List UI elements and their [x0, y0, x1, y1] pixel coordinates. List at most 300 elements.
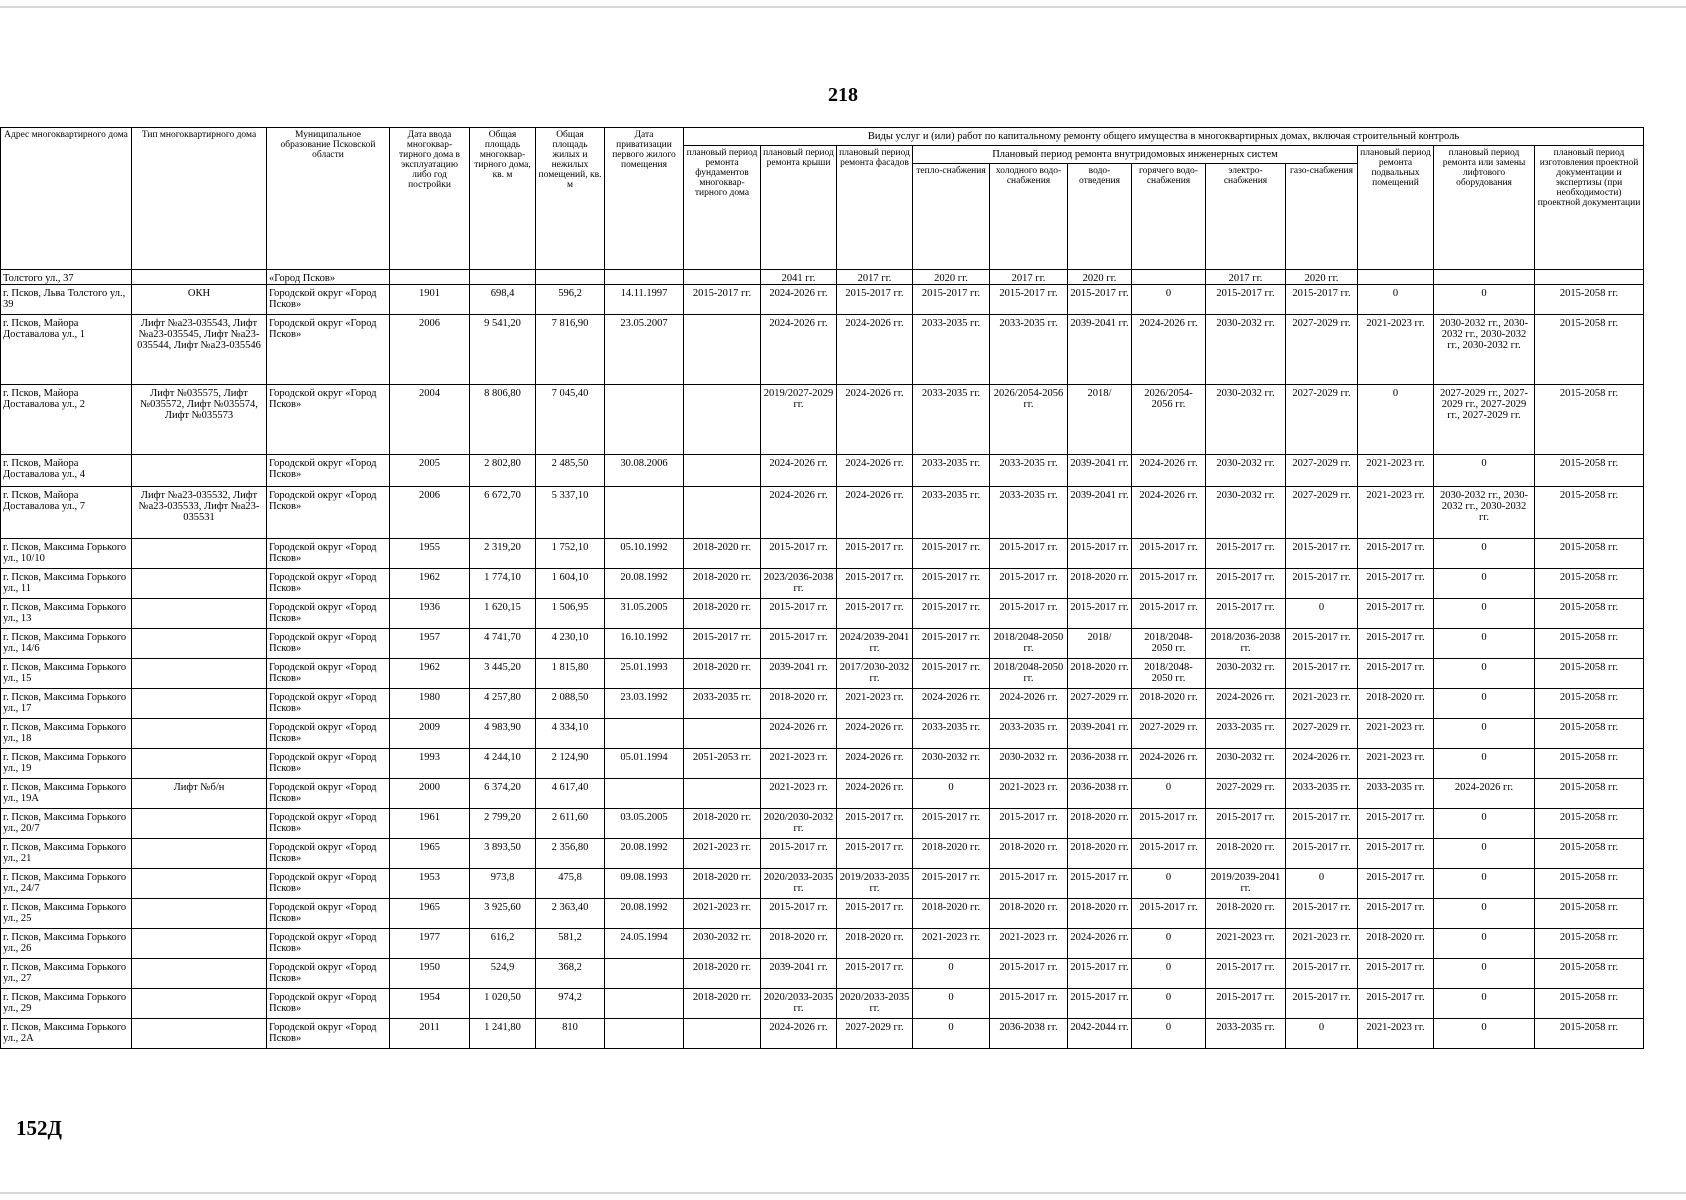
- cell-year: 1953: [390, 869, 470, 899]
- table-row: [1, 749, 1644, 779]
- cell-facade: 2024-2026 гг.: [837, 385, 913, 455]
- cell-lift: [1434, 270, 1535, 285]
- cell-design: 2015-2058 гг.: [1535, 779, 1644, 809]
- cell-lift: 0: [1434, 749, 1535, 779]
- header-address: Адрес многоквартирного дома: [1, 128, 132, 270]
- cell-electric: 2030-2032 гг.: [1206, 487, 1286, 539]
- cell-living-area: 2 611,60: [536, 809, 605, 839]
- cell-hot-water: 2015-2017 гг.: [1132, 569, 1206, 599]
- cell-total-area: 4 741,70: [470, 629, 536, 659]
- cell-year: 1901: [390, 285, 470, 315]
- cell-lift: 2030-2032 гг., 2030-2032 гг., 2030-2032 гг., 2030-2032 гг.: [1434, 315, 1535, 385]
- cell-privatization: 24.05.1994: [605, 929, 684, 959]
- cell-hot-water: 2015-2017 гг.: [1132, 839, 1206, 869]
- cell-year: 1936: [390, 599, 470, 629]
- cell-foundation: [684, 719, 761, 749]
- cell-design: 2015-2058 гг.: [1535, 487, 1644, 539]
- cell-heat: 2015-2017 гг.: [913, 629, 990, 659]
- cell-design: 2015-2058 гг.: [1535, 899, 1644, 929]
- cell-basement: 2015-2017 гг.: [1358, 569, 1434, 599]
- cell-foundation: 2033-2035 гг.: [684, 689, 761, 719]
- cell-roof: 2015-2017 гг.: [761, 599, 837, 629]
- cell-living-area: 2 356,80: [536, 839, 605, 869]
- cell-year: 2000: [390, 779, 470, 809]
- cell-living-area: 4 334,10: [536, 719, 605, 749]
- cell-basement: 2015-2017 гг.: [1358, 539, 1434, 569]
- cell-type: [132, 599, 267, 629]
- cell-basement: 2015-2017 гг.: [1358, 659, 1434, 689]
- cell-electric: 2018/2036-2038 гг.: [1206, 629, 1286, 659]
- cell-type: Лифт №035575, Лифт №035572, Лифт №035574, Лифт №035573: [132, 385, 267, 455]
- cell-foundation: 2018-2020 гг.: [684, 569, 761, 599]
- cell-foundation: [684, 385, 761, 455]
- table-row: [1, 869, 1644, 899]
- cell-basement: 2015-2017 гг.: [1358, 869, 1434, 899]
- table-row: [1, 779, 1644, 809]
- cell-municipality: Городской округ «Город Псков»: [267, 569, 390, 599]
- cell-living-area: [536, 270, 605, 285]
- cell-living-area: 1 604,10: [536, 569, 605, 599]
- cell-address: г. Псков, Максима Горького ул., 10/10: [1, 539, 132, 569]
- cell-gas: 2024-2026 гг.: [1286, 749, 1358, 779]
- cell-facade: 2019/2033-2035 гг.: [837, 869, 913, 899]
- cell-cold-water: 2015-2017 гг.: [990, 539, 1068, 569]
- cell-heat: 2033-2035 гг.: [913, 385, 990, 455]
- cell-privatization: [605, 779, 684, 809]
- cell-type: [132, 659, 267, 689]
- cell-privatization: 05.10.1992: [605, 539, 684, 569]
- cell-foundation: 2018-2020 гг.: [684, 869, 761, 899]
- cell-sewer: 2018-2020 гг.: [1068, 809, 1132, 839]
- cell-address: г. Псков, Максима Горького ул., 27: [1, 959, 132, 989]
- cell-address: г. Псков, Максима Горького ул., 13: [1, 599, 132, 629]
- cell-type: [132, 959, 267, 989]
- cell-sewer: 2018/: [1068, 629, 1132, 659]
- cell-municipality: Городской округ «Город Псков»: [267, 315, 390, 385]
- header-electric: электро-снабжения: [1206, 164, 1286, 270]
- cell-foundation: 2015-2017 гг.: [684, 285, 761, 315]
- cell-basement: [1358, 270, 1434, 285]
- header-cold-water: холодного водо-снабжения: [990, 164, 1068, 270]
- table-row: [1, 539, 1644, 569]
- cell-gas: 2015-2017 гг.: [1286, 659, 1358, 689]
- cell-sewer: 2018-2020 гг.: [1068, 899, 1132, 929]
- cell-hot-water: 2018/2048-2050 гг.: [1132, 659, 1206, 689]
- cell-electric: 2030-2032 гг.: [1206, 659, 1286, 689]
- cell-sewer: 2024-2026 гг.: [1068, 929, 1132, 959]
- cell-year: 1980: [390, 689, 470, 719]
- cell-foundation: 2015-2017 гг.: [684, 629, 761, 659]
- cell-address: г. Псков, Максима Горького ул., 14/6: [1, 629, 132, 659]
- table-row: [1, 599, 1644, 629]
- cell-basement: 2015-2017 гг.: [1358, 839, 1434, 869]
- cell-year: 1962: [390, 659, 470, 689]
- header-type: Тип многоквартирного дома: [132, 128, 267, 270]
- header-facade: плановый период ремонта фасадов: [837, 146, 913, 270]
- cell-address: г. Псков, Максима Горького ул., 19: [1, 749, 132, 779]
- cell-gas: 2021-2023 гг.: [1286, 929, 1358, 959]
- cell-living-area: 974,2: [536, 989, 605, 1019]
- cell-address: г. Псков, Максима Горького ул., 21: [1, 839, 132, 869]
- cell-design: 2015-2058 гг.: [1535, 315, 1644, 385]
- cell-privatization: [605, 989, 684, 1019]
- cell-basement: 2021-2023 гг.: [1358, 749, 1434, 779]
- cell-foundation: 2021-2023 гг.: [684, 899, 761, 929]
- cell-year: 1950: [390, 959, 470, 989]
- header-roof: плановый период ремонта крыши: [761, 146, 837, 270]
- cell-hot-water: 0: [1132, 929, 1206, 959]
- header-hot-water: горячего водо-снабжения: [1132, 164, 1206, 270]
- cell-lift: 0: [1434, 659, 1535, 689]
- cell-roof: 2024-2026 гг.: [761, 315, 837, 385]
- cell-sewer: 2015-2017 гг.: [1068, 869, 1132, 899]
- cell-roof: 2024-2026 гг.: [761, 719, 837, 749]
- cell-gas: 2020 гг.: [1286, 270, 1358, 285]
- cell-design: 2015-2058 гг.: [1535, 929, 1644, 959]
- cell-basement: 2015-2017 гг.: [1358, 959, 1434, 989]
- cell-hot-water: 2024-2026 гг.: [1132, 455, 1206, 487]
- cell-total-area: 6 374,20: [470, 779, 536, 809]
- cell-privatization: [605, 959, 684, 989]
- cell-year: 1962: [390, 569, 470, 599]
- cell-sewer: 2018/: [1068, 385, 1132, 455]
- cell-cold-water: 2015-2017 гг.: [990, 809, 1068, 839]
- cell-municipality: Городской округ «Город Псков»: [267, 929, 390, 959]
- cell-municipality: Городской округ «Город Псков»: [267, 899, 390, 929]
- cell-cold-water: 2015-2017 гг.: [990, 959, 1068, 989]
- cell-roof: 2015-2017 гг.: [761, 899, 837, 929]
- table-row: [1, 569, 1644, 599]
- cell-design: 2015-2058 гг.: [1535, 569, 1644, 599]
- cell-facade: 2024-2026 гг.: [837, 487, 913, 539]
- cell-basement: 2021-2023 гг.: [1358, 315, 1434, 385]
- header-living-area: Общая площадь жилых и нежилых помещений, кв. м: [536, 128, 605, 270]
- cell-address: г. Псков, Максима Горького ул., 26: [1, 929, 132, 959]
- cell-type: Лифт №а23-035543, Лифт №а23-035545, Лифт №а23-035544, Лифт №а23-035546: [132, 315, 267, 385]
- cell-roof: 2015-2017 гг.: [761, 629, 837, 659]
- header-design: плановый период изготовления проектной документации и экспертизы (при необходимости) проектной документации: [1535, 146, 1644, 270]
- cell-gas: 2027-2029 гг.: [1286, 385, 1358, 455]
- cell-basement: 0: [1358, 385, 1434, 455]
- cell-sewer: 2039-2041 гг.: [1068, 719, 1132, 749]
- cell-gas: 2015-2017 гг.: [1286, 959, 1358, 989]
- cell-year: 2004: [390, 385, 470, 455]
- cell-privatization: [605, 270, 684, 285]
- cell-design: 2015-2058 гг.: [1535, 285, 1644, 315]
- cell-municipality: Городской округ «Город Псков»: [267, 599, 390, 629]
- cell-living-area: 368,2: [536, 959, 605, 989]
- cell-roof: 2023/2036-2038 гг.: [761, 569, 837, 599]
- cell-foundation: [684, 1019, 761, 1049]
- cell-basement: 2015-2017 гг.: [1358, 629, 1434, 659]
- cell-heat: 2015-2017 гг.: [913, 569, 990, 599]
- cell-roof: 2015-2017 гг.: [761, 839, 837, 869]
- cell-gas: 2015-2017 гг.: [1286, 629, 1358, 659]
- cell-basement: 2018-2020 гг.: [1358, 929, 1434, 959]
- cell-basement: 0: [1358, 285, 1434, 315]
- cell-gas: 0: [1286, 869, 1358, 899]
- cell-facade: 2017/2030-2032 гг.: [837, 659, 913, 689]
- cell-cold-water: 2017 гг.: [990, 270, 1068, 285]
- cell-living-area: 5 337,10: [536, 487, 605, 539]
- cell-heat: 2033-2035 гг.: [913, 719, 990, 749]
- cell-roof: 2018-2020 гг.: [761, 929, 837, 959]
- cell-hot-water: 0: [1132, 285, 1206, 315]
- cell-cold-water: 2015-2017 гг.: [990, 569, 1068, 599]
- capital-repair-table: [0, 127, 1644, 1049]
- cell-foundation: [684, 270, 761, 285]
- table-row: [1, 989, 1644, 1019]
- table-row: [1, 285, 1644, 315]
- cell-living-area: 581,2: [536, 929, 605, 959]
- cell-roof: 2021-2023 гг.: [761, 749, 837, 779]
- cell-gas: 2027-2029 гг.: [1286, 719, 1358, 749]
- cell-living-area: 2 124,90: [536, 749, 605, 779]
- cell-lift: 0: [1434, 599, 1535, 629]
- header-foundation: плановый период ремонта фундаментов многоквар-тирного дома: [684, 146, 761, 270]
- cell-foundation: 2018-2020 гг.: [684, 809, 761, 839]
- cell-total-area: 616,2: [470, 929, 536, 959]
- cell-electric: 2033-2035 гг.: [1206, 1019, 1286, 1049]
- cell-sewer: 2015-2017 гг.: [1068, 959, 1132, 989]
- cell-electric: 2027-2029 гг.: [1206, 779, 1286, 809]
- cell-lift: 0: [1434, 1019, 1535, 1049]
- cell-design: 2015-2058 гг.: [1535, 989, 1644, 1019]
- cell-municipality: Городской округ «Город Псков»: [267, 487, 390, 539]
- cell-total-area: 9 541,20: [470, 315, 536, 385]
- cell-type: [132, 689, 267, 719]
- cell-hot-water: [1132, 270, 1206, 285]
- cell-year: [390, 270, 470, 285]
- scan-edge-bottom: [0, 1192, 1686, 1194]
- cell-year: 1955: [390, 539, 470, 569]
- cell-privatization: 31.05.2005: [605, 599, 684, 629]
- cell-total-area: 2 802,80: [470, 455, 536, 487]
- cell-address: г. Псков, Льва Толстого ул., 39: [1, 285, 132, 315]
- cell-type: [132, 809, 267, 839]
- header-sewer: водо-отведения: [1068, 164, 1132, 270]
- cell-hot-water: 2024-2026 гг.: [1132, 315, 1206, 385]
- cell-hot-water: 2026/2054-2056 гг.: [1132, 385, 1206, 455]
- cell-hot-water: 2015-2017 гг.: [1132, 899, 1206, 929]
- cell-design: 2015-2058 гг.: [1535, 869, 1644, 899]
- header-year: Дата ввода многоквар-тирного дома в эксплуатацию либо год постройки: [390, 128, 470, 270]
- cell-living-area: 1 506,95: [536, 599, 605, 629]
- cell-lift: 0: [1434, 539, 1535, 569]
- header-municipality: Муниципальное образование Псковской области: [267, 128, 390, 270]
- cell-cold-water: 2033-2035 гг.: [990, 315, 1068, 385]
- cell-foundation: 2051-2053 гг.: [684, 749, 761, 779]
- cell-living-area: 2 363,40: [536, 899, 605, 929]
- cell-living-area: 4 230,10: [536, 629, 605, 659]
- cell-type: [132, 899, 267, 929]
- cell-type: [132, 539, 267, 569]
- cell-sewer: 2042-2044 гг.: [1068, 1019, 1132, 1049]
- cell-hot-water: 2018/2048-2050 гг.: [1132, 629, 1206, 659]
- cell-electric: 2015-2017 гг.: [1206, 989, 1286, 1019]
- table-row: [1, 270, 1644, 285]
- cell-hot-water: 0: [1132, 779, 1206, 809]
- cell-basement: 2015-2017 гг.: [1358, 899, 1434, 929]
- cell-roof: 2018-2020 гг.: [761, 689, 837, 719]
- cell-total-area: [470, 270, 536, 285]
- cell-electric: 2018-2020 гг.: [1206, 839, 1286, 869]
- table-row: [1, 689, 1644, 719]
- cell-sewer: 2018-2020 гг.: [1068, 839, 1132, 869]
- cell-living-area: 475,8: [536, 869, 605, 899]
- cell-type: [132, 1019, 267, 1049]
- cell-hot-water: 2024-2026 гг.: [1132, 749, 1206, 779]
- cell-roof: 2015-2017 гг.: [761, 539, 837, 569]
- cell-hot-water: 2015-2017 гг.: [1132, 599, 1206, 629]
- cell-foundation: 2018-2020 гг.: [684, 599, 761, 629]
- cell-municipality: Городской округ «Город Псков»: [267, 779, 390, 809]
- cell-facade: 2015-2017 гг.: [837, 599, 913, 629]
- cell-lift: 2027-2029 гг., 2027-2029 гг., 2027-2029 гг., 2027-2029 гг.: [1434, 385, 1535, 455]
- cell-year: 2006: [390, 315, 470, 385]
- cell-roof: 2024-2026 гг.: [761, 1019, 837, 1049]
- cell-cold-water: 2033-2035 гг.: [990, 487, 1068, 539]
- cell-privatization: 14.11.1997: [605, 285, 684, 315]
- cell-total-area: 8 806,80: [470, 385, 536, 455]
- cell-gas: 2027-2029 гг.: [1286, 455, 1358, 487]
- cell-cold-water: 2024-2026 гг.: [990, 689, 1068, 719]
- cell-heat: 2015-2017 гг.: [913, 869, 990, 899]
- cell-total-area: 524,9: [470, 959, 536, 989]
- header-total-area: Общая площадь многоквар-тирного дома, кв. м: [470, 128, 536, 270]
- cell-facade: 2024-2026 гг.: [837, 719, 913, 749]
- cell-roof: 2020/2033-2035 гг.: [761, 869, 837, 899]
- cell-foundation: [684, 779, 761, 809]
- cell-year: 1957: [390, 629, 470, 659]
- cell-facade: 2015-2017 гг.: [837, 539, 913, 569]
- cell-facade: 2015-2017 гг.: [837, 959, 913, 989]
- cell-total-area: 4 257,80: [470, 689, 536, 719]
- cell-hot-water: 2015-2017 гг.: [1132, 539, 1206, 569]
- cell-electric: 2015-2017 гг.: [1206, 285, 1286, 315]
- table-row: [1, 899, 1644, 929]
- cell-design: 2015-2058 гг.: [1535, 455, 1644, 487]
- cell-lift: 0: [1434, 455, 1535, 487]
- cell-privatization: 25.01.1993: [605, 659, 684, 689]
- cell-privatization: 05.01.1994: [605, 749, 684, 779]
- cell-heat: 2018-2020 гг.: [913, 899, 990, 929]
- cell-lift: 2030-2032 гг., 2030-2032 гг., 2030-2032 гг.: [1434, 487, 1535, 539]
- cell-facade: 2017 гг.: [837, 270, 913, 285]
- cell-basement: 2021-2023 гг.: [1358, 455, 1434, 487]
- cell-roof: 2019/2027-2029 гг.: [761, 385, 837, 455]
- cell-heat: 2024-2026 гг.: [913, 689, 990, 719]
- cell-privatization: 20.08.1992: [605, 899, 684, 929]
- table-row: [1, 659, 1644, 689]
- cell-facade: 2015-2017 гг.: [837, 285, 913, 315]
- table-row: [1, 385, 1644, 455]
- cell-type: [132, 749, 267, 779]
- table-row: [1, 719, 1644, 749]
- cell-cold-water: 2015-2017 гг.: [990, 989, 1068, 1019]
- cell-electric: 2030-2032 гг.: [1206, 749, 1286, 779]
- table-row: [1, 959, 1644, 989]
- cell-type: [132, 929, 267, 959]
- cell-municipality: Городской округ «Город Псков»: [267, 989, 390, 1019]
- cell-cold-water: 2015-2017 гг.: [990, 869, 1068, 899]
- cell-gas: 2027-2029 гг.: [1286, 487, 1358, 539]
- cell-gas: 2015-2017 гг.: [1286, 899, 1358, 929]
- cell-lift: 0: [1434, 899, 1535, 929]
- cell-basement: 2015-2017 гг.: [1358, 809, 1434, 839]
- cell-privatization: [605, 487, 684, 539]
- cell-sewer: 2039-2041 гг.: [1068, 315, 1132, 385]
- cell-heat: 2021-2023 гг.: [913, 929, 990, 959]
- cell-gas: 2015-2017 гг.: [1286, 539, 1358, 569]
- cell-basement: 2018-2020 гг.: [1358, 689, 1434, 719]
- cell-lift: 0: [1434, 839, 1535, 869]
- cell-heat: 2020 гг.: [913, 270, 990, 285]
- cell-hot-water: 0: [1132, 989, 1206, 1019]
- cell-type: ОКН: [132, 285, 267, 315]
- header-lift: плановый период ремонта или замены лифтового оборудования: [1434, 146, 1535, 270]
- cell-basement: 2015-2017 гг.: [1358, 599, 1434, 629]
- cell-lift: 0: [1434, 689, 1535, 719]
- cell-privatization: 16.10.1992: [605, 629, 684, 659]
- cell-address: г. Псков, Максима Горького ул., 25: [1, 899, 132, 929]
- cell-electric: 2030-2032 гг.: [1206, 455, 1286, 487]
- cell-privatization: [605, 385, 684, 455]
- cell-gas: 2027-2029 гг.: [1286, 315, 1358, 385]
- cell-type: [132, 869, 267, 899]
- cell-facade: 2024-2026 гг.: [837, 749, 913, 779]
- cell-total-area: 1 020,50: [470, 989, 536, 1019]
- table-row: [1, 809, 1644, 839]
- cell-privatization: 03.05.2005: [605, 809, 684, 839]
- cell-privatization: [605, 719, 684, 749]
- cell-design: [1535, 270, 1644, 285]
- cell-heat: 0: [913, 959, 990, 989]
- cell-lift: 0: [1434, 719, 1535, 749]
- cell-cold-water: 2015-2017 гг.: [990, 285, 1068, 315]
- cell-total-area: 1 774,10: [470, 569, 536, 599]
- cell-design: 2015-2058 гг.: [1535, 539, 1644, 569]
- header-basement: плановый период ремонта подвальных помещений: [1358, 146, 1434, 270]
- cell-foundation: [684, 487, 761, 539]
- header-heat: тепло-снабжения: [913, 164, 990, 270]
- cell-sewer: 2018-2020 гг.: [1068, 659, 1132, 689]
- cell-year: 2006: [390, 487, 470, 539]
- cell-total-area: 3 925,60: [470, 899, 536, 929]
- cell-living-area: 596,2: [536, 285, 605, 315]
- cell-lift: 2024-2026 гг.: [1434, 779, 1535, 809]
- table-row: [1, 629, 1644, 659]
- cell-lift: 0: [1434, 989, 1535, 1019]
- cell-hot-water: 2024-2026 гг.: [1132, 487, 1206, 539]
- cell-living-area: 4 617,40: [536, 779, 605, 809]
- footer-label: 152Д: [16, 1116, 62, 1140]
- cell-living-area: 2 088,50: [536, 689, 605, 719]
- cell-type: [132, 270, 267, 285]
- cell-gas: 0: [1286, 599, 1358, 629]
- cell-total-area: 698,4: [470, 285, 536, 315]
- cell-basement: 2021-2023 гг.: [1358, 487, 1434, 539]
- cell-year: 2011: [390, 1019, 470, 1049]
- cell-electric: 2030-2032 гг.: [1206, 315, 1286, 385]
- cell-sewer: 2020 гг.: [1068, 270, 1132, 285]
- cell-type: [132, 989, 267, 1019]
- cell-cold-water: 2018/2048-2050 гг.: [990, 629, 1068, 659]
- cell-design: 2015-2058 гг.: [1535, 385, 1644, 455]
- cell-type: [132, 629, 267, 659]
- cell-design: 2015-2058 гг.: [1535, 749, 1644, 779]
- cell-electric: 2030-2032 гг.: [1206, 385, 1286, 455]
